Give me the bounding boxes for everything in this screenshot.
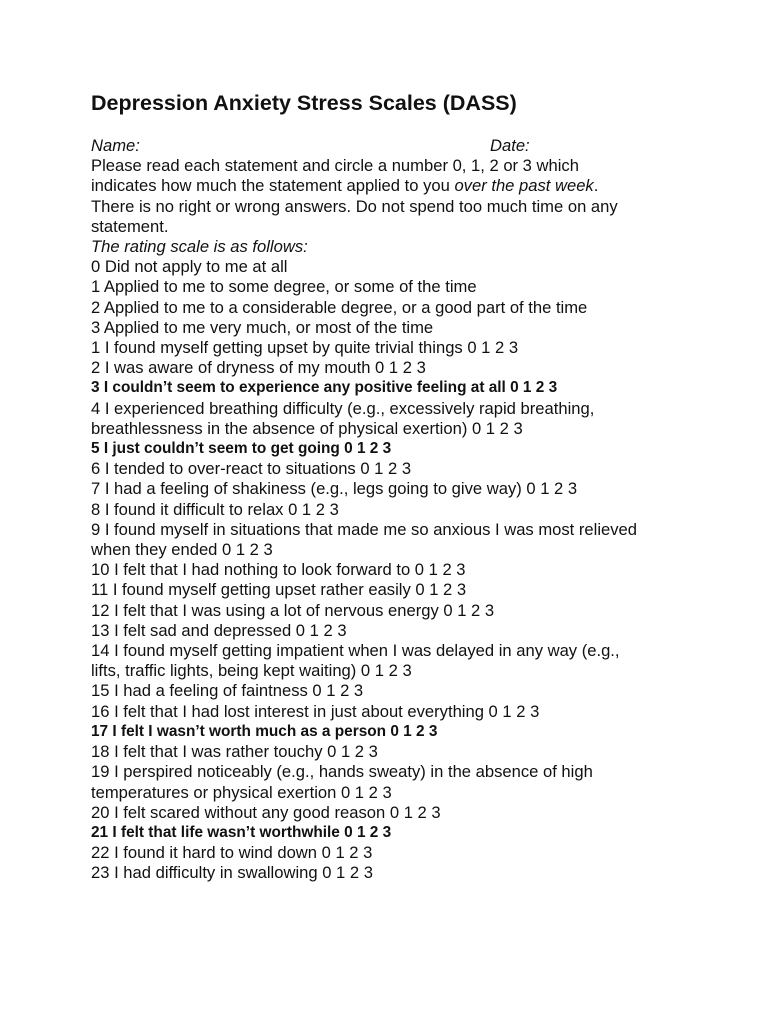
statement-item bbox=[91, 863, 751, 883]
statement-line: 12 I felt that I was using a lot of nervous energy 0 1 2 3 bbox=[91, 600, 495, 620]
statement-item bbox=[91, 803, 751, 823]
statement-item bbox=[91, 358, 751, 378]
instructions bbox=[91, 156, 751, 237]
statement-item bbox=[91, 338, 751, 358]
statement-item bbox=[91, 399, 751, 439]
name-label: Name: bbox=[91, 136, 140, 155]
statement-item bbox=[91, 520, 751, 560]
statement-line: 11 I found myself getting upset rather easily 0 1 2 3 bbox=[91, 580, 467, 600]
statement-line: 6 I tended to over-react to situations 0 1 2 3 bbox=[91, 459, 412, 479]
statement-item bbox=[91, 479, 751, 499]
instructions-line bbox=[91, 176, 751, 196]
statement-item bbox=[91, 459, 751, 479]
instructions-emphasis: over the past week bbox=[454, 176, 594, 196]
statement-item bbox=[91, 378, 751, 398]
statement-line: 1 I found myself getting upset by quite trivial things 0 1 2 3 bbox=[91, 338, 519, 358]
statement-item bbox=[91, 500, 751, 520]
rating-scale-level: 0 Did not apply to me at all bbox=[91, 257, 288, 277]
statement-item bbox=[91, 560, 751, 580]
statement-item bbox=[91, 742, 751, 762]
statement-line: 16 I felt that I had lost interest in just about everything 0 1 2 3 bbox=[91, 701, 540, 721]
statement-item bbox=[91, 580, 751, 600]
rating-scale-level: 1 Applied to me to some degree, or some of the time bbox=[91, 277, 477, 297]
statement-item bbox=[91, 762, 751, 802]
statement-line: when they ended 0 1 2 3 bbox=[91, 540, 273, 560]
statement-item bbox=[91, 439, 751, 459]
instructions-line: There is no right or wrong answers. Do not spend too much time on any bbox=[91, 196, 618, 216]
statement-line: temperatures or physical exertion 0 1 2 3 bbox=[91, 782, 392, 802]
statement-line: 14 I found myself getting impatient when I was delayed in any way (e.g., bbox=[91, 641, 620, 661]
instructions-line: Please read each statement and circle a number 0, 1, 2 or 3 which bbox=[91, 156, 579, 176]
statement-line: 9 I found myself in situations that made me so anxious I was most relieved bbox=[91, 519, 638, 539]
statement-item bbox=[91, 641, 751, 681]
statement-item bbox=[91, 823, 751, 843]
rating-scale-heading: The rating scale is as follows: bbox=[91, 237, 308, 257]
statement-item bbox=[91, 722, 751, 742]
statement-line: 5 I just couldn’t seem to get going 0 1 2 3 bbox=[91, 440, 392, 458]
statement-item bbox=[91, 843, 751, 863]
statement-item bbox=[91, 621, 751, 641]
rating-scale-list bbox=[91, 257, 751, 338]
statement-line: 3 I couldn’t seem to experience any positive feeling at all 0 1 2 3 bbox=[91, 379, 558, 397]
name-date-row bbox=[91, 136, 751, 156]
statement-list bbox=[91, 338, 751, 883]
instructions-text: . bbox=[593, 176, 599, 196]
statement-line: 7 I had a feeling of shakiness (e.g., legs going to give way) 0 1 2 3 bbox=[91, 479, 578, 499]
statement-line: 19 I perspired noticeably (e.g., hands sweaty) in the absence of high bbox=[91, 762, 593, 782]
instructions-line: statement. bbox=[91, 216, 169, 236]
rating-scale-level: 2 Applied to me to a considerable degree, or a good part of the time bbox=[91, 297, 588, 317]
statement-line: 8 I found it difficult to relax 0 1 2 3 bbox=[91, 499, 339, 519]
statement-item bbox=[91, 702, 751, 722]
date-label: Date: bbox=[490, 136, 530, 155]
statement-line: 2 I was aware of dryness of my mouth 0 1 2 3 bbox=[91, 358, 426, 378]
document-title: Depression Anxiety Stress Scales (DASS) bbox=[91, 91, 517, 115]
rating-scale-level: 3 Applied to me very much, or most of the time bbox=[91, 317, 434, 337]
statement-item bbox=[91, 601, 751, 621]
statement-line: lifts, traffic lights, being kept waiting) 0 1 2 3 bbox=[91, 661, 412, 681]
statement-line: 17 I felt I wasn’t worth much as a person 0 1 2 3 bbox=[91, 722, 438, 740]
statement-item bbox=[91, 681, 751, 701]
statement-line: 18 I felt that I was rather touchy 0 1 2 3 bbox=[91, 742, 378, 762]
dass-document bbox=[91, 88, 751, 884]
instructions-text: indicates how much the statement applied to you bbox=[91, 176, 455, 196]
statement-line: 20 I felt scared without any good reason 0 1 2 3 bbox=[91, 802, 441, 822]
statement-line: 13 I felt sad and depressed 0 1 2 3 bbox=[91, 620, 347, 640]
statement-line: 22 I found it hard to wind down 0 1 2 3 bbox=[91, 843, 373, 863]
statement-line: 15 I had a feeling of faintness 0 1 2 3 bbox=[91, 681, 364, 701]
statement-line: 4 I experienced breathing difficulty (e.g., excessively rapid breathing, bbox=[91, 398, 595, 418]
statement-line: 23 I had difficulty in swallowing 0 1 2 3 bbox=[91, 863, 373, 883]
statement-line: 21 I felt that life wasn’t worthwhile 0 1 2 3 bbox=[91, 823, 392, 841]
statement-line: breathlessness in the absence of physical exertion) 0 1 2 3 bbox=[91, 418, 523, 438]
statement-line: 10 I felt that I had nothing to look forward to 0 1 2 3 bbox=[91, 560, 466, 580]
